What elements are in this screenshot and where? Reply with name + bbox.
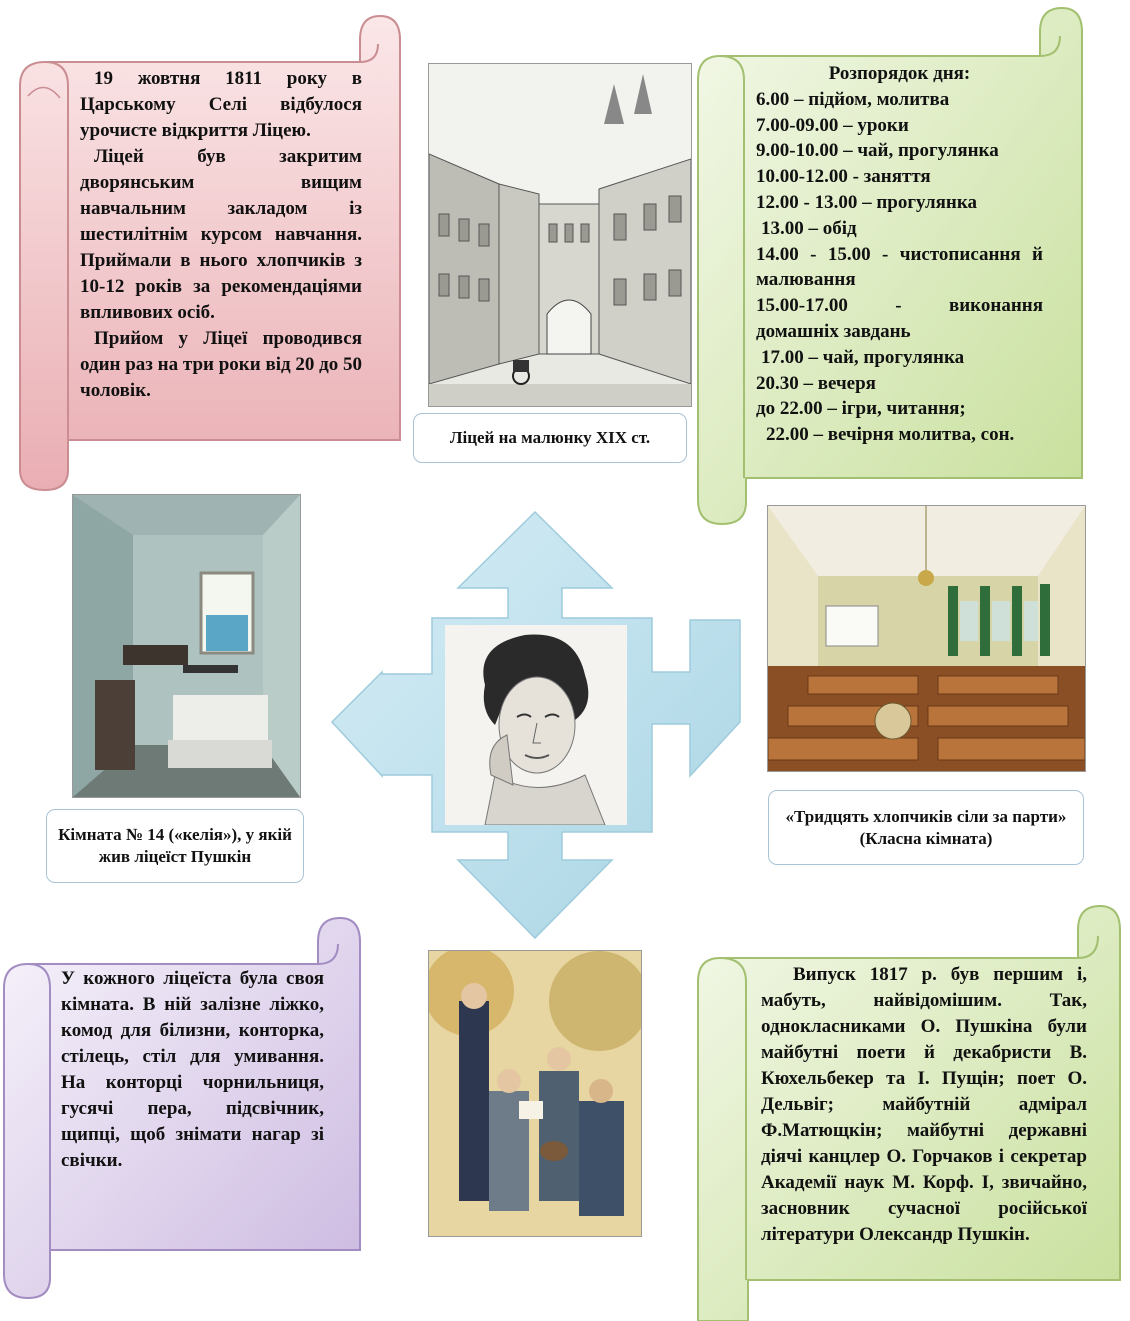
room-caption: Кімната № 14 («келія»), у якій жив ліцеїст Пушкін xyxy=(46,809,304,883)
schedule-item: 20.30 – вечеря xyxy=(756,372,876,394)
classroom-photo xyxy=(767,505,1086,772)
schedule-list xyxy=(756,61,1043,448)
pushkin-portrait xyxy=(445,625,627,825)
intro-line-3: Прийом у Ліцеї проводився один раз на три роки від 20 до 50 чоловік. xyxy=(80,328,362,401)
room-scroll xyxy=(0,910,370,1310)
schedule-item: 13.00 – обід xyxy=(761,217,857,239)
students-painting xyxy=(428,950,642,1237)
schedule-item: 22.00 – вечірня молитва, сон. xyxy=(766,424,1015,446)
schedule-item: 17.00 – чай, прогулянка xyxy=(761,346,965,368)
intro-line-2: Ліцей був закритим дворянським вищим навчальним закладом із шестилітнім курсом навчання. Приймали в нього хлопчиків з 10-12 років за рекомендаціями впливових осіб. xyxy=(80,146,362,323)
schedule-item: 15.00-17.00 - виконання домашніх завдань xyxy=(756,295,1043,342)
intro-scroll xyxy=(0,0,410,500)
classroom-caption: «Тридцять хлопчиків сіли за парти» (Класна кімната) xyxy=(768,790,1084,865)
schedule-title: Розпорядок дня: xyxy=(828,63,971,84)
intro-text xyxy=(80,66,362,404)
room-description: У кожного ліцеїста була своя кімната. В ній залізне ліжко, комод для білизни, конторка, стілець, стіл для умивання. На конторці чорнильниця, гусячі пера, підсвічник, щипці, щоб знімати нагар зі свічки. xyxy=(61,968,324,1171)
lyceum-drawing-caption: Ліцей на малюнку XIX ст. xyxy=(413,413,687,463)
room-text xyxy=(61,966,324,1174)
room-photo xyxy=(72,494,301,798)
intro-line-1: 19 жовтня 1811 року в Царському Селі відбулося урочисте відкриття Ліцею. xyxy=(80,68,362,141)
lyceum-drawing-image xyxy=(428,63,692,407)
schedule-item: 7.00-09.00 – уроки xyxy=(756,114,909,136)
schedule-item: до 22.00 – ігри, читання; xyxy=(756,398,966,420)
schedule-scroll xyxy=(690,0,1130,530)
schedule-item: 6.00 – підйом, молитва xyxy=(756,88,950,110)
schedule-item: 14.00 - 15.00 - чистописання й малювання xyxy=(756,243,1043,291)
schedule-item: 12.00 - 13.00 – прогулянка xyxy=(756,191,978,213)
graduates-text xyxy=(761,962,1087,1248)
schedule-item: 10.00-12.00 - заняття xyxy=(756,166,931,188)
graduates-description: Випуск 1817 р. був першим і, мабуть, найвідомішим. Так, однокласниками О. Пушкіна були майбутні поети й декабристи В. Кюхельбекер та І. Пущін; поет О. Дельвіг; майбутній адмірал Ф.Матющкін; майбутні державні діячі канцлер О. Горчаков і секретар Академії наук М. Корф. І, звичайно, засновник сучасної російської літератури Олександр Пушкін. xyxy=(761,964,1087,1245)
schedule-item: 9.00-10.00 – чай, прогулянка xyxy=(756,140,999,162)
graduates-scroll xyxy=(690,900,1130,1321)
